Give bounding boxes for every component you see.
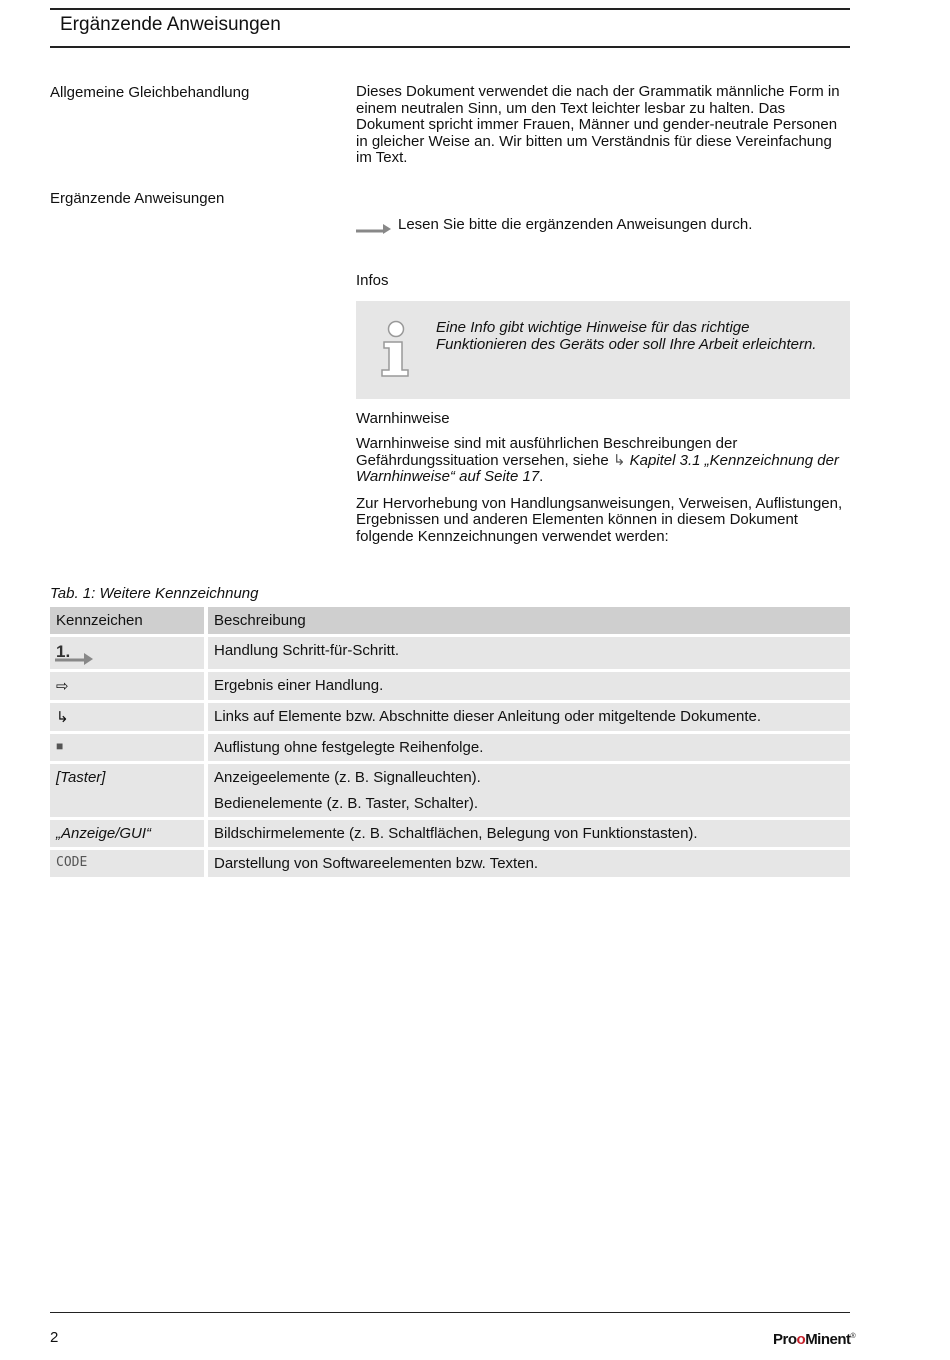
logo-minent: Minent bbox=[805, 1331, 851, 1348]
page-number: 2 bbox=[50, 1329, 59, 1346]
bullet-square-icon: ■ bbox=[50, 734, 208, 761]
column-header-kennzeichen: Kennzeichen bbox=[50, 607, 208, 634]
info-box bbox=[356, 301, 850, 399]
step-arrow-icon bbox=[55, 652, 95, 666]
row-description: Darstellung von Softwareelementen bzw. Texten. bbox=[208, 850, 850, 877]
row-description: Handlung Schritt-für-Schritt. bbox=[208, 637, 850, 669]
table-row bbox=[50, 637, 850, 669]
gleichbehandlung-text bbox=[356, 84, 850, 167]
row-description: Ergebnis einer Handlung. bbox=[208, 672, 850, 700]
warn-text-after: . bbox=[539, 468, 544, 485]
warnhinweise-paragraph bbox=[356, 436, 850, 486]
table-row bbox=[50, 850, 850, 877]
header-bottom-rule bbox=[50, 46, 850, 48]
table-header-row bbox=[50, 607, 850, 634]
mark-code: CODE bbox=[50, 850, 208, 877]
link-arrow-icon: ↳ bbox=[612, 451, 626, 469]
instruction-text: Lesen Sie bitte die ergänzenden Anweisungen durch. bbox=[398, 216, 753, 233]
result-arrow-icon: ⇨ bbox=[50, 672, 208, 700]
chapter-link[interactable]: Kapitel 3.1 „Kennzeichnung der Warnhinweise“ auf Seite 17 bbox=[356, 451, 839, 485]
footer-rule bbox=[50, 1312, 850, 1313]
warn-text-before: Warnhinweise sind mit ausführlichen Beschreibungen der Gefährdungssituation versehen, siehe bbox=[356, 435, 738, 469]
header-top-rule bbox=[50, 8, 850, 10]
table-row bbox=[50, 703, 850, 731]
page-title: Ergänzende Anweisungen bbox=[60, 14, 281, 35]
info-text: Eine Info gibt wichtige Hinweise für das richtige Funktionieren des Geräts oder soll Ihre Arbeit erleichtern. bbox=[436, 319, 817, 353]
step-number: 1. bbox=[56, 642, 71, 661]
mark-anzeige-gui: „Anzeige/GUI“ bbox=[50, 820, 208, 847]
section-heading-ergaenzende: Ergänzende Anweisungen bbox=[50, 190, 225, 207]
table-row bbox=[50, 820, 850, 847]
table-row bbox=[50, 672, 850, 700]
kennzeichnung-table bbox=[50, 604, 850, 880]
mark-taster: [Taster] bbox=[50, 764, 208, 817]
table-caption: Tab. 1: Weitere Kennzeichnung bbox=[50, 585, 259, 602]
row-description-line-1: Anzeigeelemente (z. B. Signalleuchten). bbox=[214, 769, 481, 786]
section-heading-warnhinweise: Warnhinweise bbox=[356, 410, 450, 427]
mark-step-cell bbox=[50, 637, 208, 669]
table-row bbox=[50, 764, 850, 817]
info-icon bbox=[378, 320, 412, 378]
row-description: Links auf Elemente bzw. Abschnitte dieser Anleitung oder mitgeltende Dokumente. bbox=[208, 703, 850, 731]
gleichbehandlung-paragraph: Dieses Dokument verwendet die nach der Grammatik männliche Form in einem neutralen Sinn, um den Text leichter lesbar zu halten. Das Dokument spricht immer Frauen, Männer und gender-neutrale Personen in gleicher Weise an. Wir bitten um Verständnis für diese Vereinfachung im Text. bbox=[356, 83, 840, 166]
row-description-line-2: Bedienelemente (z. B. Taster, Schalter). bbox=[214, 795, 479, 812]
section-heading-gleichbehandlung: Allgemeine Gleichbehandlung bbox=[50, 84, 250, 101]
hervorhebung-paragraph: Zur Hervorhebung von Handlungsanweisungen, Verweisen, Auflistungen, Ergebnissen und anderen Elementen können in diesem Dokument folgende Kennzeichnungen verwendet werden: bbox=[356, 494, 843, 545]
link-mark-icon: ↳ bbox=[50, 703, 208, 731]
table-row bbox=[50, 734, 850, 761]
section-heading-infos: Infos bbox=[356, 272, 389, 289]
logo-o-icon: o bbox=[796, 1331, 806, 1348]
logo-pro: Pro bbox=[773, 1331, 797, 1348]
row-description: Auflistung ohne festgelegte Reihenfolge. bbox=[208, 734, 850, 761]
logo-registered: ® bbox=[850, 1333, 856, 1340]
row-description: Bildschirmelemente (z. B. Schaltflächen, Belegung von Funktionstasten). bbox=[208, 820, 850, 847]
column-header-beschreibung: Beschreibung bbox=[208, 607, 850, 634]
instruction-arrow-icon bbox=[356, 221, 392, 235]
row-description bbox=[208, 764, 850, 817]
prominent-logo bbox=[773, 1331, 855, 1348]
warnhinweise-text bbox=[356, 436, 850, 545]
